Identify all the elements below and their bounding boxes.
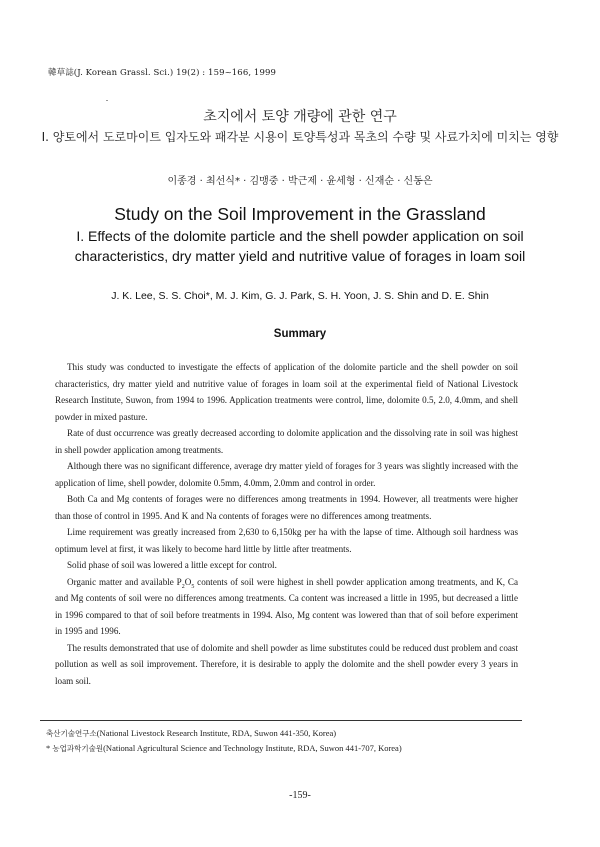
footnotes — [46, 726, 526, 756]
footnote-1-korean: 축산기술연구소 — [46, 729, 97, 738]
summary-paragraph: Lime requirement was greatly increased from 2,630 to 6,150kg per ha with the lapse of time. Although soil hardness was optimum level at first, it was likely to become hard little by little after treatments. — [55, 527, 518, 554]
page-number: -159- — [289, 790, 311, 801]
summary-paragraph: Both Ca and Mg contents of forages were no differences among treatments in 1994. However, all treatments were higher than those of control in 1995. And K and Na contents of forages were no differences among treatments. — [55, 494, 518, 521]
summary-heading: Summary — [273, 328, 327, 340]
footnote-2-korean: 농업과학기술원 — [52, 744, 104, 753]
summary-paragraph: This study was conducted to investigate the effects of application of the dolomite particle and the shell powder on soil characteristics, dry matter yield and nutritive value of forages in loam soil at the experimental field of National Livestock Research Institute, Suwon, from 1994 to 1996. Application treatments were control, lime, dolomite 0.5, 2.0, 4.0mm, and shell powder in mixed pasture. — [55, 362, 518, 422]
journal-citation: 韓草誌(J. Korean Grassl. Sci.) 19(2) : 159~166, 1999 — [48, 68, 276, 78]
p7-text-end: contents of soil were highest in shell powder application among treatments, and K, Ca and Mg contents of soil were no differences among treatments. Ca content was increased a little in 1995, but decreased a little in 1996 compared to that of soil before treatments in 1994. Also, Mg content was lowered than that of soil before experiment in 1995 and 1996. — [55, 576, 519, 636]
p7-subscript-5: 5 — [191, 583, 195, 590]
korean-title: 초지에서 토양 개량에 관한 연구 — [203, 109, 397, 125]
p7-text-start: Organic matter and available P — [67, 576, 182, 587]
summary-paragraph: Rate of dust occurrence was greatly decreased according to dolomite application and the dissolving rate in soil was highest in shell powder application among treatments. — [55, 428, 518, 455]
summary-body — [55, 359, 518, 689]
summary-paragraph: The results demonstrated that use of dolomite and shell powder as lime substitutes could be reduced dust problem and coast pollution as well as soil improvement. Therefore, it is desirable to apply the dolomite and the shell powder every 3 years in loam soil. — [55, 642, 518, 686]
footnote-affiliation-1 — [46, 726, 526, 741]
summary-paragraph — [55, 574, 518, 640]
english-authors: J. K. Lee, S. S. Choi*, M. J. Kim, G. J. Park, S. H. Yoon, J. S. Shin and D. E. Shin — [111, 290, 489, 302]
footnote-divider — [40, 720, 522, 721]
p7-subscript-2: 2 — [181, 583, 185, 590]
footnote-2-mark: * — [46, 743, 53, 753]
footnote-2-english: (National Agricultural Science and Technology Institute, RDA, Suwon 441-707, Korea) — [103, 743, 402, 753]
english-subtitle: I. Effects of the dolomite particle and the shell powder application on soil characteristics, dry matter yield and nutritive value of forages in loam soil — [74, 228, 526, 264]
scan-speck — [106, 100, 108, 101]
korean-authors: 이종경 · 최선식* · 김맹중 · 박근제 · 윤세형 · 신재순 · 신동은 — [167, 176, 433, 187]
english-title: Study on the Soil Improvement in the Grassland — [114, 204, 486, 224]
summary-paragraph: Although there was no significant difference, average dry matter yield of forages for 3 years was slightly increased with the application of lime, shell powder, dolomite 0.5mm, 4.0mm, 2.0mm and control in order. — [55, 461, 518, 488]
footnote-affiliation-2 — [46, 741, 526, 756]
p7-text-o: O — [184, 576, 192, 587]
footnote-1-english: (National Livestock Research Institute, RDA, Suwon 441-350, Korea) — [96, 728, 337, 738]
summary-paragraph: Solid phase of soil was lowered a little except for control. — [67, 560, 277, 570]
korean-subtitle: I. 양토에서 도로마이트 입자도와 패각분 시용이 토양특성과 목초의 수량 및 사료가치에 미치는 영향 — [41, 130, 559, 144]
